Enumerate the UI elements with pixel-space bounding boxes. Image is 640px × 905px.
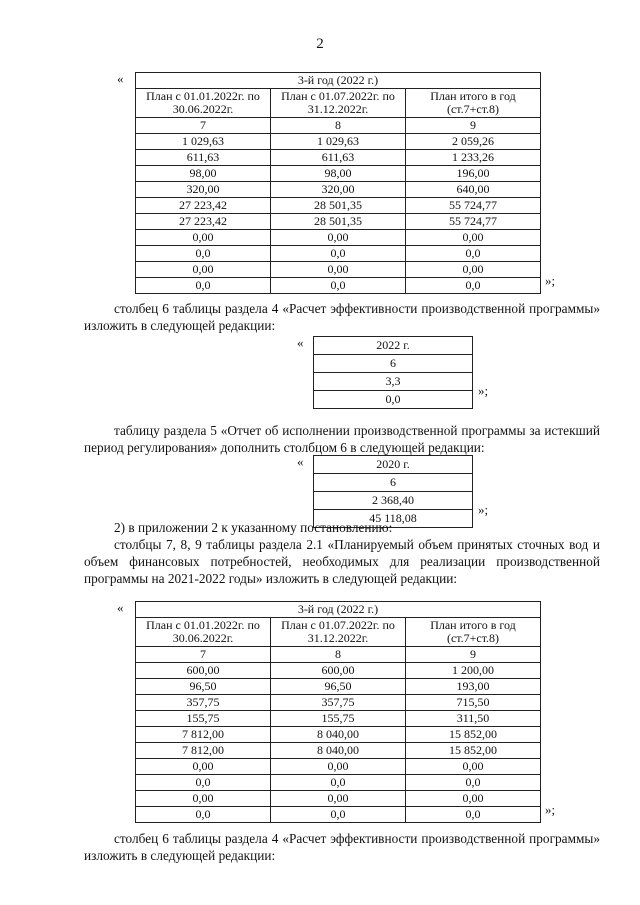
small-table-1-cell: 6: [314, 355, 473, 373]
table-cell: 0,0: [271, 246, 406, 262]
small-table-1: [313, 336, 473, 409]
small-table-2-cell: 45 118,08: [314, 510, 473, 528]
table-cell: 98,00: [136, 166, 271, 182]
table-cell: 0,0: [271, 775, 406, 791]
table-cell: 7 812,00: [136, 727, 271, 743]
quote-close: »;: [478, 502, 489, 517]
page-number: 2: [316, 36, 324, 52]
table-1-header-col7: План с 01.01.2022г. по 30.06.2022г.: [136, 89, 271, 118]
table-row: [136, 679, 541, 695]
table-row: [136, 182, 541, 198]
table-cell: 1 029,63: [136, 134, 271, 150]
table-1-colnum: 8: [271, 118, 406, 134]
table-row: [136, 150, 541, 166]
table-cell: 0,0: [136, 278, 271, 294]
table-cell: 640,00: [406, 182, 541, 198]
paragraph-text: столбцы 7, 8, 9 таблицы раздела 2.1 «Планируемый объем принятых сточных вод и объем финансовых потребностей, необходимых для реализации производственной программы на 2021-2022 годы» изложить в следующей редакции:: [84, 537, 600, 586]
paragraph-section5-report: [84, 422, 600, 456]
table-cell: 0,00: [136, 791, 271, 807]
table-cell: 96,50: [136, 679, 271, 695]
small-table-1-cell: 0,0: [314, 391, 473, 409]
table-cell: 320,00: [136, 182, 271, 198]
paragraph-text: таблицу раздела 5 «Отчет об исполнении производственной программы за истекший период регулирования» дополнить столбцом 6 в следующей редакции:: [84, 423, 600, 455]
table-cell: 7 812,00: [136, 743, 271, 759]
small-table-2-cell: 2 368,40: [314, 492, 473, 510]
table-1-colnum: 7: [136, 118, 271, 134]
table-cell: 96,50: [271, 679, 406, 695]
table-2-colnum: 7: [136, 647, 271, 663]
table-cell: 0,0: [406, 807, 541, 823]
table-cell: 1 029,63: [271, 134, 406, 150]
table-cell: 0,0: [406, 278, 541, 294]
table-cell: 2 059,26: [406, 134, 541, 150]
table-2-title: 3-й год (2022 г.): [136, 602, 541, 618]
table-cell: 193,00: [406, 679, 541, 695]
table-1-header-col9: План итого в год (ст.7+ст.8): [406, 89, 541, 118]
table-cell: 715,50: [406, 695, 541, 711]
table-cell: 0,0: [406, 246, 541, 262]
table-cell: 98,00: [271, 166, 406, 182]
table-1: [135, 72, 541, 294]
table-row: [136, 166, 541, 182]
quote-open: «: [117, 71, 124, 86]
table-cell: 27 223,42: [136, 198, 271, 214]
table-cell: 0,0: [406, 775, 541, 791]
table-cell: 0,0: [136, 775, 271, 791]
table-row: [136, 134, 541, 150]
table-cell: 611,63: [271, 150, 406, 166]
table-cell: 196,00: [406, 166, 541, 182]
table-cell: 357,75: [271, 695, 406, 711]
table-row: [136, 198, 541, 214]
table-row: [136, 727, 541, 743]
table-row: [136, 278, 541, 294]
table-cell: 28 501,35: [271, 198, 406, 214]
table-row: [136, 695, 541, 711]
small-table-2-cell: 6: [314, 474, 473, 492]
table-row: [136, 775, 541, 791]
small-table-2-cell: 2020 г.: [314, 456, 473, 474]
quote-close: »;: [545, 802, 556, 817]
quote-open: «: [297, 335, 304, 350]
table-cell: 28 501,35: [271, 214, 406, 230]
table-2-colnum: 9: [406, 647, 541, 663]
table-cell: 600,00: [271, 663, 406, 679]
table-2-header-col9: План итого в год (ст.7+ст.8): [406, 618, 541, 647]
quote-close: »;: [545, 273, 556, 288]
table-row: [136, 711, 541, 727]
table-cell: 0,00: [136, 759, 271, 775]
table-cell: 0,0: [136, 246, 271, 262]
table-cell: 55 724,77: [406, 198, 541, 214]
table-cell: 8 040,00: [271, 743, 406, 759]
table-cell: 8 040,00: [271, 727, 406, 743]
table-cell: 15 852,00: [406, 743, 541, 759]
table-cell: 0,0: [271, 278, 406, 294]
table-cell: 1 200,00: [406, 663, 541, 679]
table-cell: 0,00: [271, 759, 406, 775]
table-cell: 0,00: [136, 230, 271, 246]
paragraph-text: 2) в приложении 2 к указанному постановлению:: [114, 520, 393, 535]
small-table-1-cell: 3,3: [314, 373, 473, 391]
table-cell: 0,00: [406, 262, 541, 278]
table-1-colnum: 9: [406, 118, 541, 134]
quote-close: »;: [478, 383, 489, 398]
quote-open: «: [117, 600, 124, 615]
table-cell: 0,00: [406, 759, 541, 775]
table-2-header-col8: План с 01.07.2022г. по 31.12.2022г.: [271, 618, 406, 647]
table-1-header-col8: План с 01.07.2022г. по 31.12.2022г.: [271, 89, 406, 118]
quote-open: «: [297, 454, 304, 469]
table-cell: 0,00: [271, 230, 406, 246]
table-1-title: 3-й год (2022 г.): [136, 73, 541, 89]
table-2-header-col7: План с 01.01.2022г. по 30.06.2022г.: [136, 618, 271, 647]
table-row: [136, 230, 541, 246]
table-cell: 0,00: [406, 230, 541, 246]
table-cell: 55 724,77: [406, 214, 541, 230]
paragraph-column6-section4-repeat: [84, 830, 600, 864]
small-table-1-cell: 2022 г.: [314, 337, 473, 355]
small-table-2: [313, 455, 473, 528]
table-cell: 155,75: [136, 711, 271, 727]
table-row: [136, 743, 541, 759]
table-cell: 0,0: [271, 807, 406, 823]
paragraph-text: столбец 6 таблицы раздела 4 «Расчет эффективности производственной программы» изложить в следующей редакции:: [84, 301, 600, 333]
paragraph-columns789: [84, 536, 600, 587]
paragraph-appendix2: [84, 519, 600, 536]
table-cell: 0,00: [406, 791, 541, 807]
table-cell: 0,00: [136, 262, 271, 278]
table-row: [136, 807, 541, 823]
table-cell: 1 233,26: [406, 150, 541, 166]
table-cell: 27 223,42: [136, 214, 271, 230]
table-row: [136, 663, 541, 679]
paragraph-text: столбец 6 таблицы раздела 4 «Расчет эффективности производственной программы» изложить в следующей редакции:: [84, 831, 600, 863]
table-cell: 0,00: [271, 262, 406, 278]
table-cell: 311,50: [406, 711, 541, 727]
table-row: [136, 791, 541, 807]
table-cell: 15 852,00: [406, 727, 541, 743]
table-2: [135, 601, 541, 823]
table-cell: 357,75: [136, 695, 271, 711]
table-row: [136, 262, 541, 278]
table-row: [136, 246, 541, 262]
table-cell: 600,00: [136, 663, 271, 679]
table-cell: 0,00: [271, 791, 406, 807]
table-row: [136, 214, 541, 230]
paragraph-column6-section4: [84, 300, 600, 334]
table-cell: 155,75: [271, 711, 406, 727]
table-row: [136, 759, 541, 775]
table-cell: 320,00: [271, 182, 406, 198]
table-cell: 611,63: [136, 150, 271, 166]
table-2-colnum: 8: [271, 647, 406, 663]
table-cell: 0,0: [136, 807, 271, 823]
